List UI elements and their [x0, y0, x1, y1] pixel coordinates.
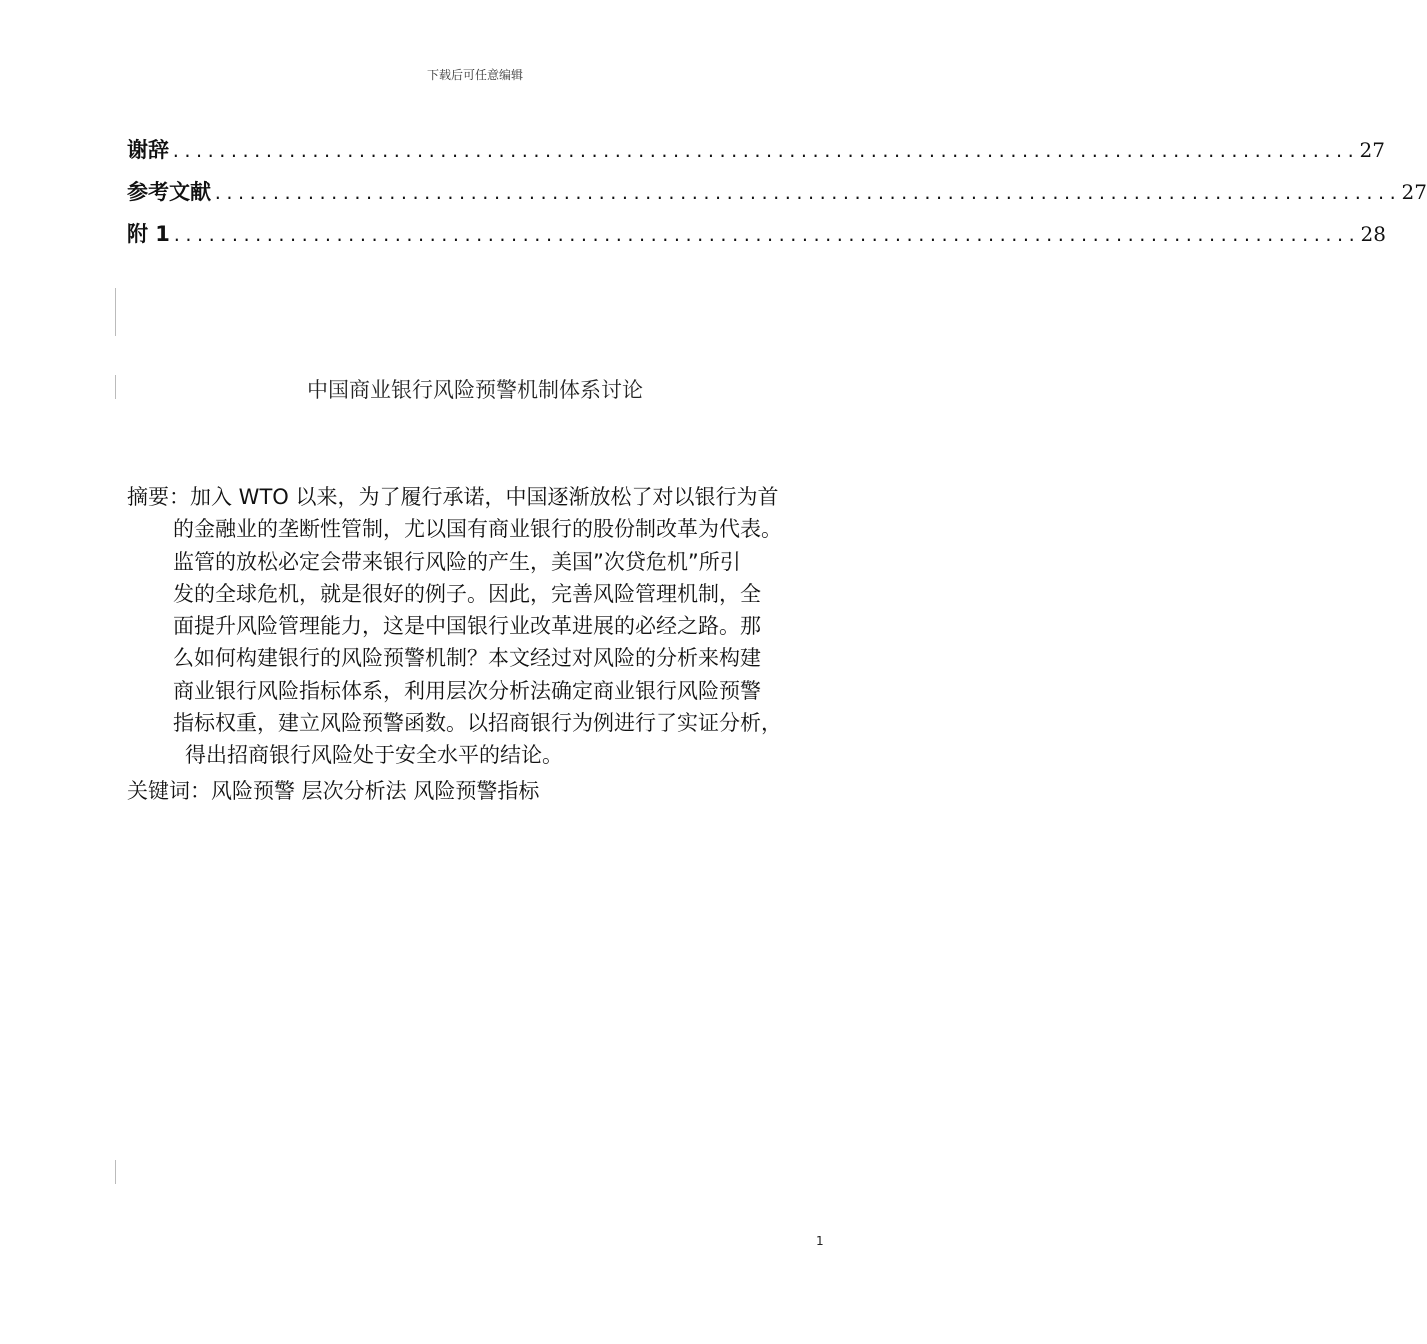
abstract-line: 的金融业的垄断性管制，尤以国有商业银行的股份制改革为代表。 — [173, 517, 782, 542]
page-number: 1 — [816, 1234, 824, 1248]
toc-entry[interactable] — [127, 176, 1427, 218]
document-title: 中国商业银行风险预警机制体系讨论 — [307, 378, 643, 402]
toc-leader-dots: ...................................................................................................... — [171, 226, 1359, 245]
toc-entry-label: 谢辞 — [127, 138, 169, 162]
abstract-line: 面提升风险管理能力，这是中国银行业改革进展的必经之路。那 — [173, 614, 761, 639]
toc-entry[interactable] — [127, 218, 1386, 260]
abstract-line: 商业银行风险指标体系，利用层次分析法确定商业银行风险预警 — [173, 678, 761, 703]
toc-leader-dots: ...................................................................................................... — [213, 184, 1400, 203]
toc-entry[interactable] — [127, 134, 1385, 176]
toc-entry-page: 28 — [1360, 222, 1386, 246]
abstract-line: 得出招商银行风险处于安全水平的结论。 — [185, 743, 563, 768]
keywords: 关键词：风险预警 层次分析法 风险预警指标 — [127, 779, 540, 803]
abstract-line: 发的全球危机，就是很好的例子。因此，完善风险管理机制，全 — [173, 581, 761, 606]
toc-leader-dots: ...................................................................................................... — [171, 142, 1358, 161]
toc-entry-label: 附 1 — [127, 222, 170, 246]
abstract-line: 监管的放松必定会带来银行风险的产生，美国”次贷危机”所引 — [173, 549, 741, 574]
abstract — [127, 481, 832, 772]
margin-mark — [115, 1160, 116, 1184]
abstract-line: 么如何构建银行的风险预警机制？本文经过对风险的分析来构建 — [173, 646, 761, 671]
margin-mark — [115, 288, 116, 336]
header-note: 下载后可任意编辑 — [426, 68, 523, 82]
abstract-line: 摘要：加入 WTO 以来，为了履行承诺，中国逐渐放松了对以银行为首 — [127, 485, 779, 509]
toc-entry-page: 27 — [1359, 138, 1385, 162]
abstract-line: 指标权重，建立风险预警函数。以招商银行为例进行了实证分析， — [173, 711, 782, 736]
toc-entry-page: 27 — [1401, 180, 1427, 204]
table-of-contents — [127, 134, 1427, 260]
toc-entry-label: 参考文献 — [127, 180, 211, 204]
